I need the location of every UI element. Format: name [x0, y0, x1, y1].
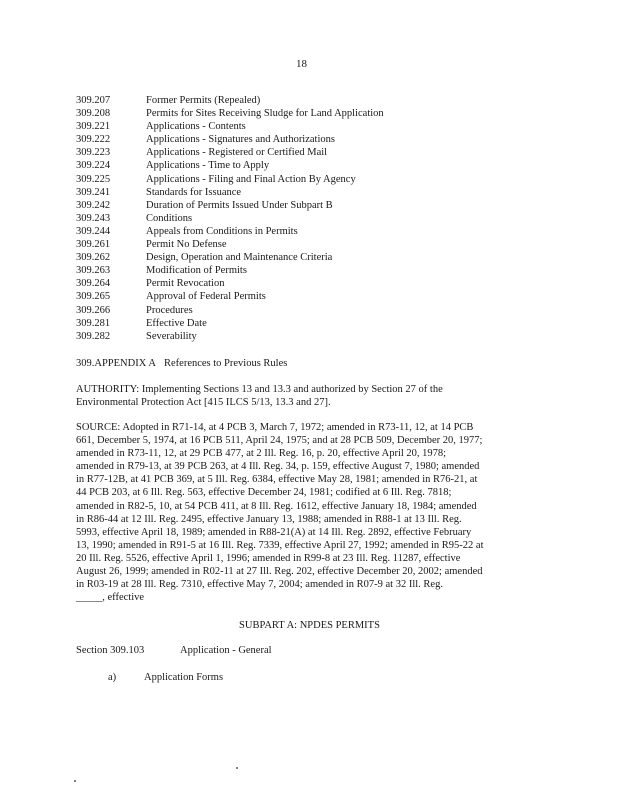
paragraph-line: Environmental Protection Act [415 ILCS 5/13, 13.3 and 27].: [76, 397, 331, 409]
toc-row: [76, 173, 384, 186]
subpart-heading: SUBPART A: NPDES PERMITS: [239, 620, 380, 631]
toc-row: [76, 277, 384, 290]
toc-section-number: 309.243: [76, 212, 111, 224]
toc-row: [76, 317, 384, 330]
toc-section-title: Severability: [146, 330, 197, 342]
scan-speck: [74, 780, 76, 782]
toc-section-title: Former Permits (Repealed): [146, 95, 261, 106]
paragraph-line-effective: _____, effective: [76, 592, 145, 604]
toc-section-title: Conditions: [146, 212, 193, 224]
toc-section-title: Applications - Signatures and Authorizations: [146, 134, 335, 146]
toc-section-number: 309.244: [76, 225, 111, 237]
scan-speck: [236, 767, 238, 769]
paragraph-line: 20 Ill. Reg. 5526, effective April 1, 1996; amended in R99-8 at 23 Ill. Reg. 11287, effective: [76, 552, 461, 564]
toc-section-number: 309.261: [76, 239, 111, 251]
paragraph-line: SOURCE: Adopted in R71-14, at 4 PCB 3, March 7, 1972; amended in R73-11, 12, at 14 PCB: [76, 422, 474, 433]
toc-section-number: 309.225: [76, 173, 111, 185]
toc-row: [76, 251, 384, 264]
toc-row: [76, 264, 384, 277]
toc-section-title: Permit Revocation: [146, 278, 225, 290]
toc-section-number: 309.262: [76, 252, 111, 264]
paragraph-line: 5993, effective April 18, 1989; amended in R88-21(A) at 14 Ill. Reg. 2892, effective February: [76, 526, 472, 538]
toc-section-title: Approval of Federal Permits: [146, 291, 266, 303]
toc-section-title: Applications - Filing and Final Action By Agency: [146, 173, 356, 185]
toc-section-number: 309.266: [76, 304, 111, 316]
source-paragraph: [76, 421, 546, 604]
toc-section-title: Design, Operation and Maintenance Criteria: [146, 252, 333, 264]
appendix-entry: [76, 358, 287, 369]
paragraph-line: in R77-12B, at 41 PCB 369, at 5 Ill. Reg. 6384, effective May 28, 1981; amended in R76-21, at: [76, 474, 478, 486]
section-title: Application - General: [180, 645, 272, 656]
toc-row: [76, 146, 384, 159]
subsection-title: Application Forms: [144, 672, 224, 683]
subsection-item: [108, 672, 223, 683]
paragraph-line: amended in R73-11, 12, at 29 PCB 477, at 2 Ill. Reg. 16, p. 20, effective April 20, 1978;: [76, 448, 447, 460]
appendix-title: References to Previous Rules: [164, 358, 288, 369]
toc-row: [76, 199, 384, 212]
paragraph-line: 661, December 5, 1974, at 16 PCB 511, April 24, 1975; and at 28 PCB 509, December 20, 1977;: [76, 435, 483, 447]
toc-section-number: 309.242: [76, 199, 111, 211]
toc-row: [76, 304, 384, 317]
paragraph-line: amended in R79-13, at 39 PCB 263, at 4 Ill. Reg. 34, p. 159, effective August 7, 1980; amended: [76, 461, 480, 473]
toc-section-title: Modification of Permits: [146, 265, 247, 277]
toc-section-title: Applications - Contents: [146, 121, 246, 133]
toc-section-number: 309.223: [76, 147, 111, 159]
toc-section-number: 309.208: [76, 108, 111, 120]
toc-row: [76, 159, 384, 172]
toc-section-title: Permit No Defense: [146, 239, 227, 251]
toc-section-title: Duration of Permits Issued Under Subpart B: [146, 199, 333, 211]
toc-section-title: Appeals from Conditions in Permits: [146, 225, 298, 237]
subsection-letter: a): [108, 672, 117, 683]
section-heading: [76, 645, 272, 656]
toc-row: [76, 94, 384, 107]
appendix-number: 309.APPENDIX A: [76, 358, 156, 369]
toc-row: [76, 238, 384, 251]
toc-row: [76, 330, 384, 343]
toc-row: [76, 186, 384, 199]
section-number: Section 309.103: [76, 645, 145, 656]
toc-row: [76, 290, 384, 303]
table-of-contents: [76, 94, 384, 343]
paragraph-line: 13, 1990; amended in R91-5 at 16 Ill. Reg. 7339, effective April 27, 1992; amended in R95-22 at: [76, 539, 484, 551]
paragraph-line: in R03-19 at 28 Ill. Reg. 7310, effective May 7, 2004; amended in R07-9 at 32 Ill. Reg.: [76, 579, 443, 591]
toc-section-number: 309.241: [76, 186, 111, 198]
authority-paragraph: [76, 383, 546, 409]
toc-section-title: Procedures: [146, 304, 193, 316]
toc-section-number: 309.224: [76, 160, 111, 172]
toc-section-title: Standards for Issuance: [146, 186, 242, 198]
paragraph-line: August 26, 1999; amended in R02-11 at 27 Ill. Reg. 202, effective December 20, 2002; amended: [76, 566, 483, 578]
paragraph-line: 44 PCB 203, at 6 Ill. Reg. 563, effective December 24, 1981; codified at 6 Ill. Reg. 7818;: [76, 487, 452, 499]
toc-section-number: 309.263: [76, 265, 111, 277]
toc-row: [76, 107, 384, 120]
paragraph-line: AUTHORITY: Implementing Sections 13 and 13.3 and authorized by Section 27 of the: [76, 384, 443, 395]
toc-section-title: Effective Date: [146, 317, 207, 329]
page-number: 18: [296, 58, 307, 70]
toc-section-number: 309.207: [76, 95, 111, 106]
toc-row: [76, 225, 384, 238]
toc-section-number: 309.265: [76, 291, 111, 303]
toc-section-title: Permits for Sites Receiving Sludge for Land Application: [146, 108, 384, 120]
paragraph-line: in R86-44 at 12 Ill. Reg. 2495, effective January 13, 1988; amended in R88-1 at 13 Ill. Reg.: [76, 513, 462, 525]
toc-section-number: 309.222: [76, 134, 111, 146]
toc-section-number: 309.221: [76, 121, 111, 133]
toc-row: [76, 212, 384, 225]
toc-row: [76, 133, 384, 146]
toc-section-title: Applications - Registered or Certified Mail: [146, 147, 328, 159]
toc-section-number: 309.264: [76, 278, 111, 290]
toc-section-number: 309.281: [76, 317, 111, 329]
toc-row: [76, 120, 384, 133]
toc-section-title: Applications - Time to Apply: [146, 160, 270, 172]
toc-section-number: 309.282: [76, 330, 111, 342]
paragraph-line: amended in R82-5, 10, at 54 PCB 411, at 8 Ill. Reg. 1612, effective January 18, 1984; amended: [76, 500, 477, 512]
